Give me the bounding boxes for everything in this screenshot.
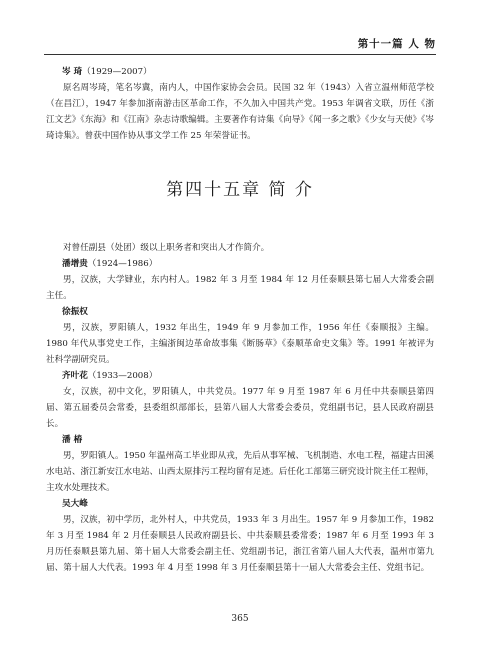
entry-paragraph: 男，汉族，初中学历，北外村人，中共党员，1933 年 3 月出生。1957 年 9 月参加工作，1982 年 3 月至 1984 年 2 月任泰顺县人民政府副县长、中共泰顺县委常委；1987 年 6 月至 1993 年 3 月历任泰顺县第九届、第十届人大常委会副主任、党组副书记，浙江省第八届人大代表，温州市第九届、第十届人大代表。1993 年 4 月至 1998 年 3 月任泰顺县第十一届人大常委会主任、党组书记。 [46, 515, 434, 573]
entry-paragraph: 男，汉族，罗阳镇人，1932 年出生，1949 年 9 月参加工作，1956 年任《泰顺报》主编。1980 年代从事党史工作，主编浙闽边革命故事集《断肠草》《泰顺革命史文集》等。1991 年被评为社科学副研究员。 [46, 323, 434, 365]
page-number: 365 [231, 614, 249, 624]
page-content [46, 64, 434, 576]
person-heading [46, 64, 434, 80]
entry-years: （1933—2008） [87, 371, 158, 381]
entry-list [46, 256, 434, 576]
entry-heading [46, 304, 434, 320]
person-years: （1929—2007） [82, 67, 152, 77]
entry-paragraph: 女，汉族，初中文化，罗阳镇人，中共党员。1977 年 9 月至 1987 年 6 月任中共泰顺县第四届、第五届委员会常委，县委组织部部长，县第八届人大常委会委员，党组副书记，县人民政府副县长。 [46, 387, 434, 429]
entry-heading [46, 368, 434, 384]
header-rule [44, 54, 436, 55]
entry-name: 吴大峰 [62, 499, 88, 509]
entry-name: 潘增贵 [62, 259, 88, 269]
entry-name: 徐振权 [62, 307, 88, 317]
entry-heading [46, 432, 434, 448]
entry-paragraph: 男，罗阳镇人。1950 年温州高工毕业即从戎，先后从事军械、飞机制造、水电工程，福建古田溪水电站、浙江新安江水电站、山西太原排污工程均留有足迹。后任化工部第三研究设计院主任工程师，主攻水处理技术。 [46, 451, 434, 493]
running-header: 第十一篇 人 物 [357, 38, 436, 50]
entry-heading [46, 256, 434, 272]
entry-heading [46, 496, 434, 512]
person-name: 岑 琦 [62, 67, 83, 77]
entry-name: 齐叶花 [62, 371, 88, 381]
person-paragraph: 原名周岑琦，笔名岑冀，南内人，中国作家协会会员。民国 32 年（1943）入省立温州师范学校（在昌江），1947 年参加浙南游击区革命工作，不久加入中国共产党。1953 年调省文联，历任《浙江文艺》《东海》和《江南》杂志诗歌编辑。主要著作有诗集《向导》《闻一多之歌》《少女与天使》《岑琦诗集》。曾获中国作协从事文学工作 25 年荣誉证书。 [46, 83, 434, 141]
chapter-intro: 对曾任副县（处团）级以上职务者和突出人才作简介。 [63, 243, 270, 253]
entry-name: 潘 椿 [62, 435, 83, 445]
chapter-title: 第四十五章 简 介 [166, 180, 314, 200]
entry-paragraph: 男，汉族，大学肄业，东内村人。1982 年 3 月至 1984 年 12 月任泰顺县第七届人大常委会副主任。 [46, 275, 434, 301]
entry-years: （1924—1986） [87, 259, 158, 269]
